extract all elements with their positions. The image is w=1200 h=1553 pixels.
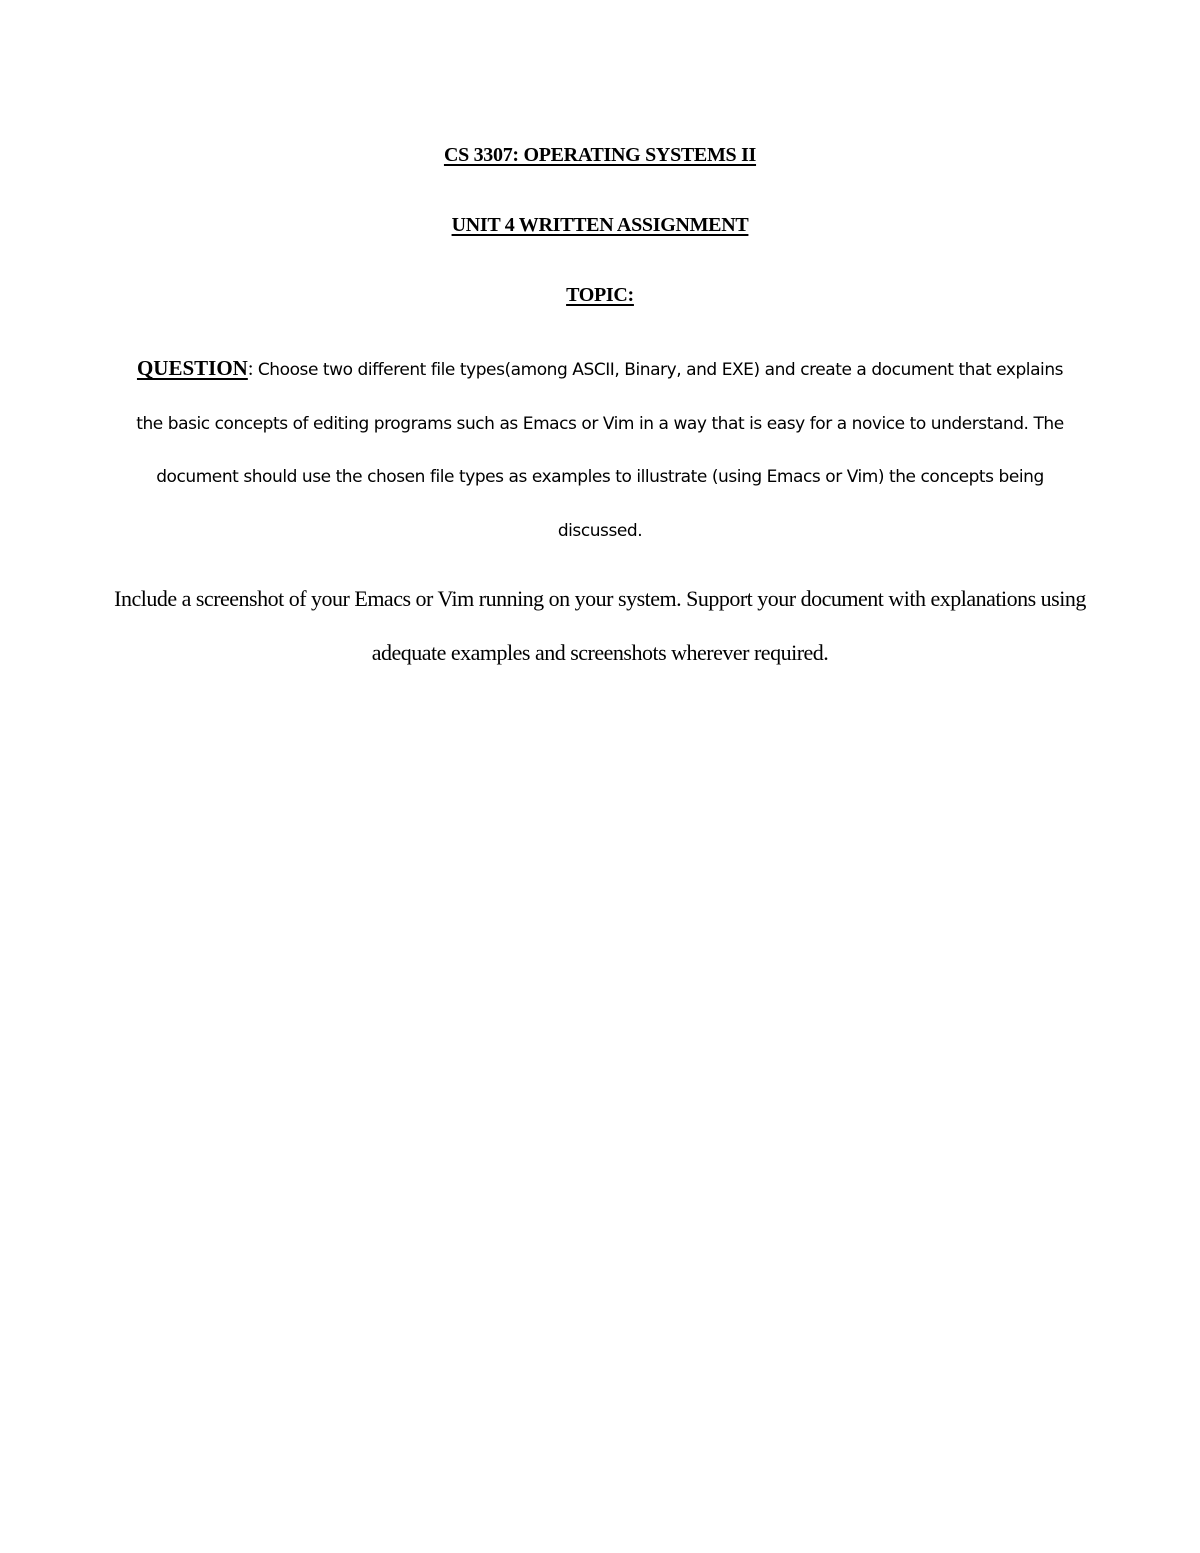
course-title: CS 3307: OPERATING SYSTEMS II [443,144,757,166]
question-separator: : [247,358,253,380]
instructions-paragraph: Include a screenshot of your Emacs or Vim running on your system. Support your document with explanations using adequate examples and screenshots wherever required. [114,586,1086,665]
question-label: QUESTION [136,356,248,380]
question-paragraph [130,342,1070,558]
assignment-title: UNIT 4 WRITTEN ASSIGNMENT [451,214,749,236]
topic-label: TOPIC: [566,284,634,306]
question-text: Choose two different file types(among ASCII, Binary, and EXE) and create a document that explains the basic concepts of editing programs such as Emacs or Vim in a way that is easy for a novice to understand. The document should use the chosen file types as examples to illustrate (using Emacs or Vim) the concepts being discussed. [136,360,1064,541]
